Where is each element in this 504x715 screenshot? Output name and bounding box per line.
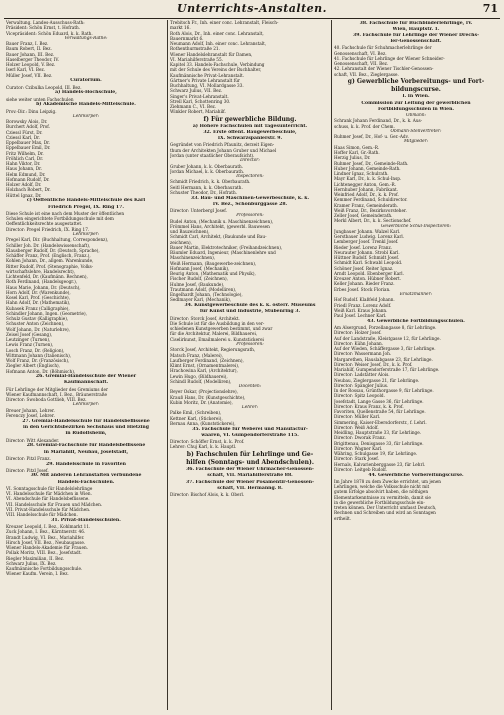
directory-entry: Arndt Leopold. Ebenberger Karl. bbox=[334, 270, 404, 276]
section-heading: c) Oeffentliche Handels-Mittelschule des Karl bbox=[26, 198, 146, 204]
directory-entry: Kubasek Franz (Calligraphie), bbox=[6, 305, 70, 311]
page-header bbox=[0, 2, 504, 18]
directory-entry: Für Lehrlinge der Mitglieder des Gremiums der bbox=[6, 386, 108, 392]
directory-entry: Herzig Julius, Dr. bbox=[334, 155, 371, 161]
section-heading: Kaufmannschaft. bbox=[63, 380, 109, 386]
directory-entry: Director: Stark Josef. bbox=[334, 456, 379, 462]
directory-entry: Ritter Rudolf, Prof. (Stenographie, Volks- bbox=[6, 263, 94, 269]
directory-entry: Rothenthurmstraße 21. bbox=[170, 46, 220, 52]
directory-entry: wirtschaftslehre, Handelsrecht), bbox=[6, 268, 75, 274]
subheading: Inspectoren: bbox=[236, 174, 264, 179]
directory-entry: Zuck Johann, I. Bez., Kärntnerstr. 46. bbox=[6, 529, 86, 535]
directory-entry: Trautmann Adolf, (Modelliren), bbox=[170, 286, 237, 292]
directory-entry: Palke Emil, (Schreiben), bbox=[170, 410, 222, 416]
directory-entry: Jordan Michael, k. k. Oberbaurath. bbox=[170, 168, 245, 174]
page-title: Unterrichts-Anstalten. bbox=[177, 2, 327, 15]
directory-entry: Kreuzer Anton. Hübner Robert. bbox=[334, 276, 401, 282]
directory-entry: Director: Unterbergl Josef. bbox=[170, 208, 227, 214]
directory-entry: Simmering, Kaiser-Ebersdorferstr., f. Lehrl. bbox=[334, 419, 427, 425]
directory-entry: Trebitsch Fr., Inh. einer conc. Lehranstalt, Fleisch- bbox=[170, 20, 279, 25]
directory-entry: ertheilt. bbox=[334, 515, 352, 521]
directory-entry: Eppelbauer Emil, Dr. bbox=[6, 145, 51, 151]
directory-entry: Ruhmer Josef, Dr., Hof- u. Ger.-Adv. bbox=[334, 134, 409, 140]
directory-entry: Schmidt Friedrich, k. k. Oberbaurath. bbox=[170, 179, 251, 185]
directory-entry: Kaufmännische Privat-Lehranstalt. bbox=[170, 72, 245, 78]
directory-entry: Sedlmayer Karl, (Mechanik), bbox=[170, 297, 232, 303]
section-heading: g) Gewerbliche Vorbereitungs- und Fort- bbox=[347, 77, 485, 85]
section-heading: 35. Fachschule für Weberei und Manufactur- bbox=[192, 426, 308, 432]
section-heading: waaren, VI. Gumpendorferstraße 115. bbox=[201, 432, 299, 438]
directory-entry: Schiller Joh. Dr. (Handelswissenschaft), bbox=[6, 242, 91, 248]
section-heading: 34. Kunstgewerbeschule des k. k. österr. Museums bbox=[184, 303, 316, 309]
directory-entry: Director: Witt Alexander. bbox=[6, 437, 60, 443]
subheading: Professoren: bbox=[236, 213, 264, 219]
directory-entry: Borowsky Alois, Dr. bbox=[6, 119, 48, 125]
directory-entry: Brandt Ludwig, VI. Bez., Mariahilfer. bbox=[6, 534, 85, 540]
directory-entry: Director: Weiser Josef, Dr., k. k. Prof. bbox=[334, 361, 413, 367]
directory-entry: Schindl Rudolf, (Modelliren), bbox=[170, 378, 232, 384]
directory-entry: Haselberger Theodor, IV. bbox=[6, 56, 59, 62]
directory-entry: Hofmann Josef, (Mechanik), bbox=[170, 265, 230, 271]
section-heading: 38. Fachschule für Buchbinderlehrlinge, IV. bbox=[359, 20, 473, 26]
directory-entry: Bauer Franz, I. Bez. bbox=[6, 41, 49, 47]
directory-entry: 42. Lehranstalt der Wiener Tischler-Genossen- bbox=[334, 66, 434, 72]
directory-entry: Wolf Johann, Dr. (Naturlehre), bbox=[6, 326, 70, 332]
directory-entry: Kaufmännische Fortbildungsschule. bbox=[6, 566, 83, 572]
section-heading: I. In Wien. bbox=[402, 94, 430, 100]
directory-entry: Holzer Leopold, V. Bez. bbox=[6, 62, 56, 68]
directory-entry: Fischer Rudolf, (Zeichnen), bbox=[170, 276, 228, 282]
directory-entry: Bauer Martin, Elektrotechniker, (Freihandzeichnen), bbox=[170, 244, 283, 250]
directory-entry: Director: Swoboda Gottlieb, VIII. Bez. bbox=[6, 397, 87, 403]
subheading: Lehrer: bbox=[241, 405, 259, 411]
directory-entry: Roth Alois, Dr., Inh. einer conc. Lehranstalt, bbox=[170, 30, 264, 36]
directory-entry: Iserl Karl, VI. Bez. bbox=[6, 67, 46, 73]
directory-entry: Bernau Anna, (Kunststickerei), bbox=[170, 420, 236, 426]
directory-entry: in die gewerbliche Fortbildungsschule ein- bbox=[334, 499, 425, 505]
directory-entry: Schulen eingerichtete Fortbildungsschule mit dem bbox=[6, 216, 114, 222]
section-heading: 28. Gremial-Fachschule für Handelsbeflissene bbox=[26, 443, 146, 449]
directory-entry: Helm Edmund, Dr. bbox=[6, 171, 46, 177]
directory-entry: Elementarkenntnisse zu vermitteln, damit sie bbox=[334, 494, 431, 500]
directory-entry: Director: Müller Karl. bbox=[334, 414, 381, 420]
subheading: Director: bbox=[240, 158, 260, 164]
directory-entry: Director: Weiß Adolf. bbox=[334, 424, 379, 430]
directory-entry: Baum Robert, II. Bez. bbox=[6, 46, 52, 52]
section-heading: für Kunst und Industrie, Stubenring 3. bbox=[199, 309, 301, 315]
directory-entry: Kubin Moritz, Dr. (Anatomie), bbox=[170, 399, 233, 405]
directory-entry: Währing, Schulgasse 19, für Lehrlinge. bbox=[334, 451, 418, 457]
directory-entry: Director: Spitz Leopold. bbox=[334, 393, 385, 399]
directory-entry: Budel Anton, (Mechanik u. Maschinenzeichnen), bbox=[170, 218, 274, 224]
directory-entry: Josefstadt, Lange Gasse 36, für Lehrlinge. bbox=[334, 398, 424, 404]
subheading: Lehrkörper: bbox=[72, 231, 100, 237]
directory-entry: Oeffentlichkeitsrechte ausgestattet. bbox=[6, 221, 83, 227]
directory-entry: gutem Erfolge absolvirt haben, die nöthigen bbox=[334, 489, 429, 495]
directory-entry: Wiener Kaufm. Verein, I. Bez. bbox=[6, 571, 69, 577]
directory-entry: Hernhuber Johann, Fabrikant. bbox=[334, 186, 399, 192]
directory-entry: schuss, k. k. Prof. der Chem. bbox=[334, 123, 395, 129]
directory-entry: Buchhaltung, VI. Mollardgasse 33. bbox=[170, 83, 244, 88]
directory-entry: treten können. Der Unterricht umfasst Deutsch, bbox=[334, 505, 437, 511]
directory-entry: Schuster Anton (Zeichnen), bbox=[6, 321, 65, 327]
directory-entry: Director: Wagner Karl. bbox=[334, 445, 383, 451]
section-heading: ler-Genossenschaft. bbox=[390, 39, 442, 45]
directory-entry: Losch Franz, Dr. (Religion), bbox=[6, 347, 65, 353]
subheading: Ersatzmänner: bbox=[399, 291, 433, 297]
directory-entry: Die Schule ist für die Ausbildung in den ver- bbox=[170, 320, 265, 326]
directory-entry: Am Alsergrund, Porzellangasse 8, für Lehrlinge. bbox=[334, 325, 437, 331]
directory-entry: Hirsch Josef, VII. Bez., Neubaugasse. bbox=[6, 539, 86, 545]
section-heading: Wien, Hauptstr. 1. bbox=[392, 26, 440, 32]
directory-entry: Hofmann Rudolf, Dr. bbox=[6, 176, 50, 182]
directory-entry: Cziessl Karl, Dr. bbox=[6, 134, 41, 140]
directory-entry: Müller Josef, VII. Bez. bbox=[6, 72, 53, 78]
directory-entry: Seitl Hermann, k. k. Oberbaurath. bbox=[170, 184, 243, 190]
directory-entry: Burchert Adolf, Prof. bbox=[6, 124, 51, 130]
directory-entry: Storck Josef, Architekt, Regierungsrath, bbox=[170, 347, 256, 353]
directory-entry: Wiener Handelslehranstalt für Damen, bbox=[170, 51, 253, 57]
directory-entry: Leutzinger (Turnen), bbox=[6, 337, 51, 342]
directory-entry: Zeisel Josef (Gesang), bbox=[6, 331, 53, 337]
directory-entry: Director: Dworak Franz. bbox=[334, 435, 386, 441]
directory-entry: Ziegler Albert (Englisch), bbox=[6, 363, 60, 369]
directory-entry: Beyer Oskar, (Projectionslehre), bbox=[170, 389, 238, 395]
section-heading: 32. Erste öffent. Baugewerbeschule, bbox=[203, 129, 297, 135]
directory-entry: Krauß Hans, Dr. (Kunstgeschichte), bbox=[170, 394, 246, 400]
directory-entry: Director: Ladstätter Alois. bbox=[334, 372, 390, 378]
column-right bbox=[334, 20, 498, 710]
directory-entry: Hüttner Rudolf. Schmidt Josef. bbox=[334, 255, 400, 261]
directory-entry: Im Jahre 1878 zu dem Zwecke errichtet, um jenen bbox=[334, 478, 442, 484]
directory-entry: Breuer Johann, Lehrer. bbox=[6, 407, 55, 413]
directory-entry: Kettner Karl, (Stickerei), bbox=[170, 415, 223, 421]
directory-entry: Hofmann Anton, Dr. (Böhmisch), bbox=[6, 368, 76, 374]
section-heading: schaft, VII. Mariahilferstraße 88. bbox=[207, 473, 293, 479]
directory-entry: Lehrer: Chuj Karl, k. k. Hauptl. bbox=[170, 444, 237, 450]
directory-entry: VIII. Handelsschule für Mädchen. bbox=[6, 512, 78, 518]
directory-entry: Hahn Adolf, Dr. (Mathematik), bbox=[6, 300, 71, 306]
page-number: 71 bbox=[482, 2, 498, 15]
column-left bbox=[6, 20, 166, 710]
section-heading: schaft, VII. Hermanng. 8. bbox=[217, 485, 283, 491]
directory-entry: Matsch Franz, (Malerei), bbox=[170, 352, 223, 358]
directory-entry: Hernals, Kalvarienberggasse 23, für Lehrl. bbox=[334, 461, 426, 467]
directory-entry: Weiß Karl. Kraus Johann. bbox=[334, 307, 388, 313]
directory-entry: Gegründet von Friedrich Pfaunitz, derzeit Eigen- bbox=[170, 142, 275, 148]
directory-entry: Horn Adolf, Dr. (Warenkunde), bbox=[6, 289, 71, 295]
directory-entry: Weiß Hermann, (Baugewerbe-zeichnen), bbox=[170, 260, 257, 266]
section-heading: 43. Gewerbliche Fortbildungsschulen. bbox=[367, 318, 465, 324]
section-heading: f) Für gewerbliche Bildung. bbox=[203, 115, 297, 123]
directory-entry: siehe weiter unten Fachschulen bbox=[6, 96, 74, 102]
section-heading: in den Gerichtsbezirken Sechshaus und Hietzing bbox=[23, 425, 149, 431]
section-heading: Commission zur Leitung der gewerblichen bbox=[361, 100, 471, 106]
section-heading: hilfen (Sonntags- und Abendschulen). bbox=[186, 458, 314, 466]
directory-entry: VI. Sonntagsschule für Handelslehrlinge bbox=[6, 485, 93, 491]
directory-entry: Mayr Karl, Dr., k. k. Schul-Insp. bbox=[334, 176, 402, 182]
directory-entry: Vicepräsident: Schön Eduard, k. k. Rath. bbox=[6, 30, 93, 36]
directory-entry: Lehrlingen, welche die Volksschule nicht mit bbox=[334, 484, 430, 490]
directory-entry: Prov.-Dir.: Dinu Leipzig. bbox=[6, 108, 57, 114]
directory-entry: Director: Leitgeb Rudolf. bbox=[334, 466, 388, 472]
directory-entry: Hahn Viktor, Dr. bbox=[6, 161, 41, 167]
directory-entry: Hüttel Ignaz, Dr. bbox=[6, 192, 42, 198]
directory-entry: Riegler Maximilian, II. Bez. bbox=[6, 555, 65, 561]
section-heading: in Rudolfsheim, bbox=[65, 431, 107, 437]
directory-entry: Klausberger Rudolf, Dr. (Deutsch, Sprache), bbox=[6, 247, 100, 253]
directory-entry: Schwarz Julius, IX. Bez. bbox=[6, 560, 57, 566]
directory-entry: VI. Abendschule für Handelsbeflissene. bbox=[6, 496, 90, 502]
directory-entry: markt 16. bbox=[170, 25, 191, 31]
directory-entry: Hrachowina Karl, (Architektur), bbox=[170, 368, 238, 374]
directory-entry: Lewin Hugo, (Bildhauerei), bbox=[170, 373, 228, 379]
section-heading: 44. Gewerbliche Vorbereitungscurse. bbox=[368, 472, 464, 478]
directory-entry: Neumann Adolf, Inh. einer conc. Lehranstalt, bbox=[170, 41, 267, 46]
directory-entry: VI. Mariahilferstraße 55. bbox=[170, 56, 223, 62]
subheading: Lehrkörper: bbox=[72, 402, 100, 408]
directory-entry: 40. Fachschule für Schuhmacherlehrlinge der bbox=[334, 45, 432, 51]
directory-entry: Schwarz Julius, VII. Bez. bbox=[170, 88, 223, 94]
section-heading: Handels-Fachschulen. bbox=[57, 479, 115, 485]
directory-entry: Schöner Josef. Reiter Ignaz. bbox=[334, 265, 394, 271]
directory-entry: Rieder Josef. Lorenz Franz. bbox=[334, 244, 393, 250]
directory-entry: Genossenschaft, VI. Bez. bbox=[334, 50, 387, 56]
directory-entry: Bäumler Eduard, Ingenieur, (Maschinenlehre und bbox=[170, 250, 276, 256]
section-heading: a) Handels-Hochschule, bbox=[55, 90, 117, 96]
directory-entry: Hof Rudolf. Klaßfeld Johann. bbox=[334, 297, 395, 303]
directory-entry: Ruhmer Josef, Dr., Gemeinde-Rath. bbox=[334, 160, 409, 166]
column-middle bbox=[170, 20, 330, 710]
directory-entry: Präsident: Schön Ernst, t. Hofrath. bbox=[6, 25, 81, 31]
directory-entry: Gärtner's Private Lehranstalt für bbox=[170, 77, 240, 83]
directory-entry: Lindner Ignaz, Schulrath. bbox=[334, 171, 389, 177]
directory-entry: Pollak Moritz, VIII. Bez., Josefstadt. bbox=[6, 550, 82, 556]
directory-entry: Schmidt Karl. Schwabl Leopold. bbox=[334, 260, 403, 266]
section-heading: in Mariahilf, Neubau, Josefstadt, bbox=[43, 449, 129, 455]
subheading: Mitglieder: bbox=[403, 139, 429, 145]
directory-entry: Schrank Johann Ferdinand, Dr., k. k. Aus- bbox=[334, 118, 423, 124]
section-heading: bildungscurse. bbox=[391, 86, 441, 94]
directory-entry: Ciselirkunst, Emailmalerei u. Kunststickerei bbox=[170, 336, 264, 342]
directory-entry: Klimt Ernst, (Ornamentmalerei), bbox=[170, 363, 240, 369]
directory-entry: Kohlen Johann, Dr., allgem. Warenkunde, bbox=[6, 258, 94, 264]
directory-entry: Schuster Theodor, Dr., Hofrath. bbox=[170, 189, 237, 195]
directory-entry: Weiß Franz, Dr., Bezirksvorsteher. bbox=[334, 207, 407, 213]
directory-entry: Fröhlich Carl, Dr. bbox=[6, 155, 44, 161]
directory-entry: Zeller Josef, Gemeinderath. bbox=[334, 213, 393, 219]
directory-entry: Hoffer Karl, Gr.-Rath. bbox=[334, 150, 380, 156]
directory-entry: Schulz Gustav (Kalligraphie), bbox=[6, 316, 69, 321]
directory-entry: Kosel Karl, Prof. (Geschichte), bbox=[6, 295, 71, 300]
header-rule bbox=[4, 18, 500, 19]
directory-entry: Haus Johann, Dr. bbox=[6, 166, 43, 172]
directory-entry: Jordan (unter staatlicher Oberaufsicht). bbox=[170, 152, 255, 158]
directory-entry: Wittmann Johann (Italienisch), bbox=[6, 352, 72, 358]
section-heading: 27. Gremial-Handelsschule für Handelsbeflissene bbox=[22, 418, 150, 424]
section-heading: b) Akademische Handels-Mittelschule. bbox=[36, 102, 136, 108]
directory-entry: Frömmel Hans, Architekt, (gewerbl. Bauwesen bbox=[170, 223, 270, 229]
directory-entry: Fritz Wilhelm, Dr. bbox=[6, 150, 44, 156]
subheading: Gewerbliche Schul-Inspectoren: bbox=[380, 223, 452, 229]
section-heading: Curatorium. bbox=[70, 78, 102, 84]
section-heading: 31. Privat-Handelsschulen. bbox=[51, 517, 121, 523]
column-divider-1 bbox=[167, 20, 168, 710]
directory-entry: Erbes Josef. Stock Florian. bbox=[334, 286, 391, 292]
section-heading: a) Höhere Fachschulen mit Tagesunterricht. bbox=[192, 123, 308, 129]
directory-entry: VI. Handelsschule für Mädchen in Wien. bbox=[6, 491, 92, 497]
directory-entry: mit der Schule des Vereins der Buchhalter, bbox=[170, 67, 262, 73]
directory-entry: Weinfried Adolf, Dr., k. k. Prof. bbox=[334, 192, 399, 198]
subheading: Obmann-Stellvertreter: bbox=[390, 128, 442, 134]
directory-entry: Friedl Franz. Lorenz Adolf. bbox=[334, 302, 392, 308]
directory-entry: Kramer Franz, Gemeinderath. bbox=[334, 202, 399, 208]
directory-entry: Haus Marie, Johann, Dr. (Deutsch), bbox=[6, 284, 81, 290]
directory-entry: Roth Ferdinand, (Handelsgeogr.), bbox=[6, 279, 78, 285]
directory-entry: Director: Bischof Alois, k. k. Oberl. bbox=[170, 492, 245, 498]
section-heading: 26. Gremial-Handelsschule der Wiener bbox=[35, 374, 137, 380]
subheading: Lehrkörper: bbox=[72, 113, 100, 119]
directory-entry: Hulme Josef, (Baukunde), bbox=[170, 281, 225, 287]
directory-entry: Kapitel 33. Handels-Fachschule, Verbindung bbox=[170, 62, 265, 67]
section-heading: 33. Bau- und Maschinen-Gewerbeschule, k. k. bbox=[190, 195, 310, 201]
section-heading: 29. Handelsschule in Favoriten bbox=[46, 461, 126, 467]
directory-entry: Neubau, Zieglergasse 21, für Lehrlinge. bbox=[334, 377, 420, 383]
directory-entry: Favoriten, Quellenstraße 54, für Lehrlinge. bbox=[334, 409, 426, 415]
directory-entry: Eppelbauer Max, Dr. bbox=[6, 140, 50, 146]
column-divider-2 bbox=[331, 20, 332, 710]
directory-entry: Pregel Karl, Dir. (Buchhaltung, Correspondenz), bbox=[6, 237, 109, 243]
directory-entry: Director: Schöffer Ernst, k. k. Prof. bbox=[170, 439, 245, 445]
section-heading: 30. Mit anderen Lehranstalten verbundene bbox=[30, 473, 142, 479]
directory-entry: Wiener Kaufmannschaft, I. Bez., Bräunerstraße bbox=[6, 391, 107, 397]
directory-entry: Bauernmarkt 6. bbox=[170, 35, 204, 41]
section-heading: 39. Fachschule für Lehrlinge der Wiener Drechs- bbox=[353, 32, 479, 38]
directory-entry: Gerstbauer Ludwig. Lorenz Karl. bbox=[334, 234, 405, 240]
directory-entry: VII. Handelsschule für Frauen und Mädchen. bbox=[6, 501, 103, 507]
directory-entry: Wolf Franz, Dr. (Französisch), bbox=[6, 358, 70, 363]
directory-entry: Meidling, Hauptstraße 33, für Lehrlinge. bbox=[334, 430, 422, 436]
section-heading: 36. Fachschule der Wiener Uhrmacher-Genossen- bbox=[186, 467, 314, 473]
directory-entry: Mariahilf, Gumpendorferstraße 17, für Lehrlinge. bbox=[334, 367, 440, 373]
directory-entry: Diese Schule ist eine nach dem Muster der öffentlichen bbox=[6, 210, 125, 216]
directory-entry: Verwaltung. Landes-Ausschuss-Rath: bbox=[6, 20, 85, 25]
section-heading: 37. Fachschule der Wiener Posamentir-Genossen- bbox=[185, 479, 315, 485]
directory-entry: Director: Kühn Johann. bbox=[334, 340, 384, 346]
section-heading: b) Fachschulen für Lehrlinge und Ge- bbox=[186, 450, 314, 458]
section-heading: Friedrich Pregel, IX. Ring 17. bbox=[48, 204, 124, 210]
directory-entry: Director: Holzer Josef. bbox=[334, 330, 382, 336]
directory-entry: Director: Wassermann Joh. bbox=[334, 351, 392, 357]
directory-entry: Keller Johann. Rieder Franz. bbox=[334, 281, 395, 287]
directory-entry: Kemmer Ferdinand, Schuldirector. bbox=[334, 197, 408, 203]
directory-entry: schaft, VII. Bez., Zieglergasse. bbox=[334, 71, 399, 77]
directory-entry: In der Rossau, Grünthorgasse 9, für Lehrlinge. bbox=[334, 388, 434, 394]
subheading: Obmann: bbox=[406, 113, 426, 119]
directory-entry: Schäffer Franz, Prof. (Englisch, Franz.), bbox=[6, 253, 91, 258]
directory-entry: 41. Fachschule für Lehrlinge der Wiener Schneider- bbox=[334, 55, 445, 61]
directory-entry: Auf der Landstraße, Kleistgasse 12, für Lehrlinge. bbox=[334, 335, 441, 341]
directory-entry: Holzer Adolf, Dr. bbox=[6, 182, 42, 188]
directory-entry: Paul Josef. Lechner Karl. bbox=[334, 313, 387, 319]
directory-entry: Cziessl Fürst, Dr. bbox=[6, 129, 43, 135]
directory-entry: Lewis Franz (Turnen), bbox=[6, 342, 54, 348]
directory-entry: VII. Privat-Handelsschule für Mädchen. bbox=[6, 506, 91, 512]
directory-entry: Bauer Johann, III. Bez. bbox=[6, 51, 55, 57]
directory-entry: Kreuzer Leopold, I. Bez., Kohlmarkt 11. bbox=[6, 524, 91, 530]
directory-entry: Neurauter Johann. Strobl Karl. bbox=[334, 249, 400, 255]
directory-entry: Director: Storck Josef, Architekt. bbox=[170, 315, 240, 321]
directory-entry: Beurig Anton, (Mathematik und Physik), bbox=[170, 271, 256, 277]
directory-entry: Director: Pregel Friedrich, IX. Ring 17. bbox=[6, 226, 90, 232]
directory-entry: thum der Architekten Johann Gruber und Michael bbox=[170, 147, 277, 153]
directory-entry: zeichnen), bbox=[170, 239, 192, 245]
directory-entry: Lichtenegger Anton, Gem.-R. bbox=[334, 181, 396, 187]
directory-entry: Strell Karl, Schottenring 30. bbox=[170, 98, 231, 104]
directory-entry: Lichtenfeld, Dr. (Kaufmänn. Rechnen), bbox=[6, 274, 88, 279]
directory-entry: Margarethen, Hauslabgasse 23, für Lehrlinge. bbox=[334, 356, 433, 362]
directory-entry: Engelhardt Johann, (Technologie), bbox=[170, 292, 243, 298]
subheading: Verwaltungs-Räthe: bbox=[64, 35, 108, 41]
directory-entry: und Bauzeichnen), bbox=[170, 229, 210, 235]
directory-entry: Wiener Handels-Akademie für Frauen. bbox=[6, 545, 88, 551]
directory-entry: Schindler Johann, Ingen. (Geometrie), bbox=[6, 310, 87, 316]
directory-entry: Holzbach Robert, Dr. bbox=[6, 187, 51, 193]
directory-entry: Director: Kraus Franz, k. k. Prof. bbox=[334, 403, 404, 409]
directory-entry: Director: Pitzl Josef. bbox=[6, 467, 49, 473]
directory-entry: Director: Pitzl Franz. bbox=[6, 455, 51, 461]
directory-entry: für die Architektur, Malerei, Bildhauerei, bbox=[170, 331, 258, 337]
directory-entry: Genossenschaft, VII. Bez. bbox=[334, 61, 389, 67]
directory-entry: Brigittenau, Denisgasse 33, für Lehrlinge. bbox=[334, 440, 424, 446]
directory-entry: Rechnen und Schreiben und wird an Sonntagen bbox=[334, 510, 436, 516]
directory-entry: Curator: Czibulka Leopold, III. Bez. bbox=[6, 84, 82, 90]
section-heading: IV. Bez., Schönburggasse 28. bbox=[212, 201, 288, 207]
directory-entry: Huber Johann, Gemeinde-Rath. bbox=[334, 165, 401, 171]
section-heading: IX. Schwarzspanierstr. 9. bbox=[217, 136, 283, 142]
directory-entry: Ziehmann C., VI. Bez. bbox=[170, 104, 217, 109]
directory-entry: Winkler Robert, Mariahilf. bbox=[170, 109, 226, 115]
directory-entry: Jungbauer Johann. Walzel Karl. bbox=[334, 228, 401, 234]
directory-entry: Auf der Wieden, Schäffergasse 3, für Lehrlinge. bbox=[334, 346, 436, 352]
subheading: Professoren: bbox=[236, 341, 264, 347]
subheading: Docenten: bbox=[238, 384, 262, 390]
directory-entry: Director: Spängler Julius. bbox=[334, 382, 389, 388]
directory-entry: schiedenen Kunstgewerben bestimmt, und zwar bbox=[170, 326, 273, 332]
directory-entry: Maschinenzeichnen), bbox=[170, 255, 216, 261]
directory-entry: Ferenczy Josef, Lehrer. bbox=[6, 413, 55, 419]
directory-entry: Merkl Albert, Dr., k. k. Sectionschef. bbox=[334, 218, 412, 224]
directory-entry: Schmidt Carl, Architekt, (Baukunde und Bau- bbox=[170, 234, 267, 240]
section-heading: Fortbildungsschulen in Wien. bbox=[377, 106, 455, 112]
directory-entry: Lemberger Josef. Trenkl Josef. bbox=[334, 239, 399, 245]
directory-entry: Laufberger Ferdinand, (Zeichnen), bbox=[170, 357, 244, 363]
directory-entry: Singer's Privat-Lehranstalt. bbox=[170, 93, 229, 99]
directory-entry: Haas Simon, Gem.-R. bbox=[334, 144, 380, 150]
directory-entry: Gruber Johann, k. k. Oberbaurath. bbox=[170, 163, 244, 169]
